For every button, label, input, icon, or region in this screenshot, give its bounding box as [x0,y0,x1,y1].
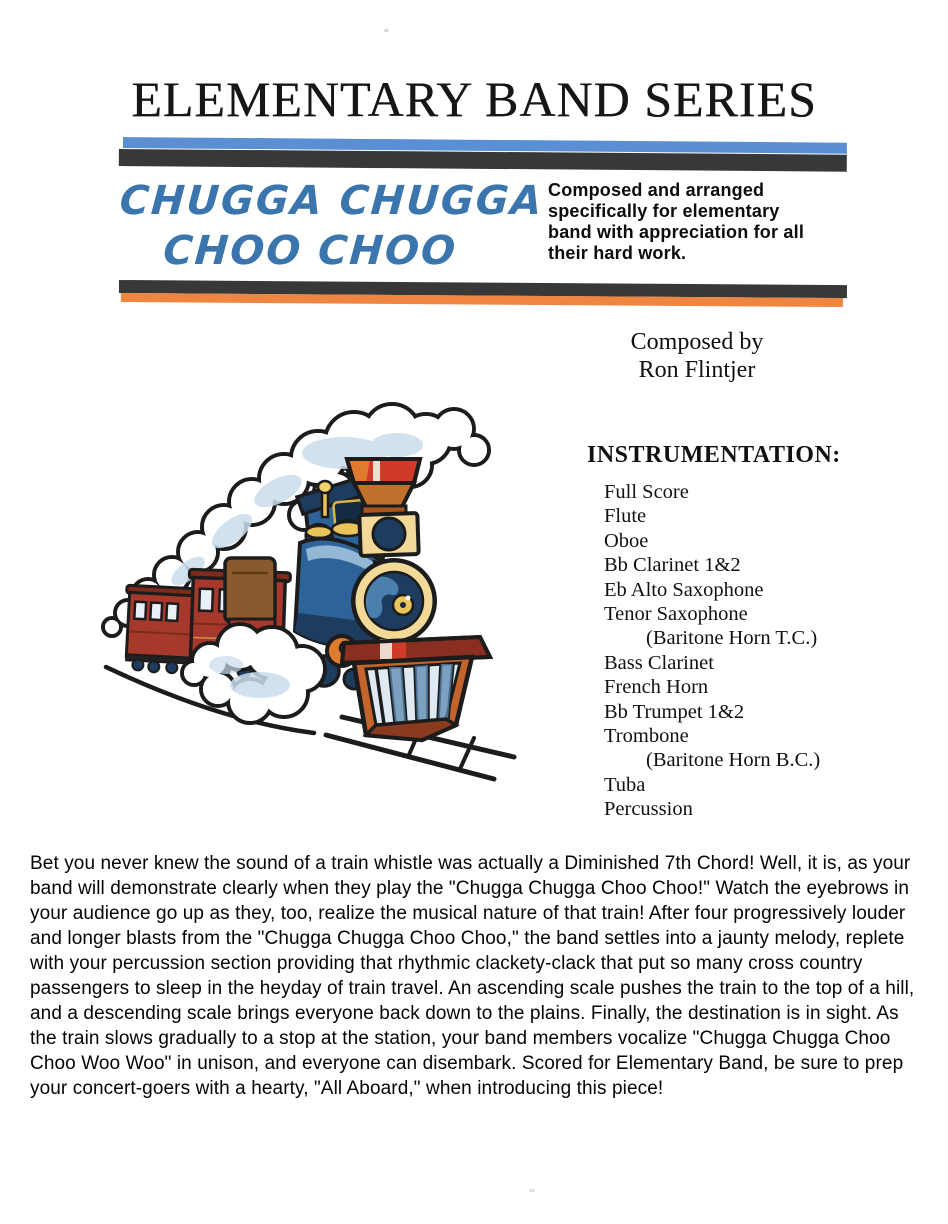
instrumentation-list [604,480,820,822]
composer-label: Composed by [630,329,764,355]
composer-name: Ron Flintjer [638,357,756,383]
composer-credit [571,328,823,384]
smokebox-face [351,558,437,644]
instrument-item: Eb Alto Saxophone [604,578,764,601]
scan-artifact [529,1189,535,1192]
instrument-item: Tuba [604,773,646,796]
dedication-text: Composed and arranged specifically for elementary band with appreciation for all their hard work. [548,180,805,263]
instrument-item: Full Score [604,481,689,503]
instrumentation-heading: INSTRUMENTATION: [587,442,841,468]
divider-bars-bottom [119,280,847,307]
instrument-item: Bass Clarinet [604,651,714,674]
series-title: ELEMENTARY BAND SERIES [131,71,817,127]
divider-bars-top [119,137,847,172]
instrument-item: Bb Trumpet 1&2 [604,700,745,723]
instrument-item: French Horn [604,676,709,699]
instrument-item: Percussion [604,798,693,821]
instrument-item: (Baritone Horn B.C.) [646,749,821,772]
piece-title [115,176,546,276]
instrument-item: (Baritone Horn T.C.) [646,627,818,650]
instrument-item: Tenor Saxophone [604,603,748,626]
instrument-item: Flute [604,505,647,528]
instrument-item: Bb Clarinet 1&2 [604,554,741,577]
instrument-item: Trombone [604,725,689,748]
description-paragraph: Bet you never knew the sound of a train whistle was actually a Diminished 7th Chord! Well, it is, as your band will demonstrate clearly when they play the "Chugga Chugga Choo Choo!" Watch the eyebrows in your audience go up as they, too, realize the musical nature of that train! After four progressively louder and longer blasts from the "Chugga Chugga Choo Choo," the band settles into a jaunty melody, replete with your percussion section providing that rhythmic clackety-clack that put so many cross country passengers to sleep in the heyday of train travel. An ascending scale pushes the train to the top of a hill, and a descending scale brings everyone back down to the plains. Finally, the destination is in sight. As the train slows gradually to a stop at the station, your band members vocalize "Chugga Chugga Choo Choo Woo Woo" in unison, and everyone can disembark. Scored for Elementary Band, be sure to prep your concert-goers with a hearty, "All Aboard," when introducing this piece! [30,853,915,1099]
headlight [359,513,418,556]
train-illustration [92,395,522,795]
piece-title-line2: CHOO CHOO [161,228,459,274]
instrument-item: Oboe [604,529,649,552]
steam-train-icon [92,395,522,795]
scan-artifact [384,29,389,32]
piece-title-line1: CHUGGA CHUGGA [118,178,546,224]
